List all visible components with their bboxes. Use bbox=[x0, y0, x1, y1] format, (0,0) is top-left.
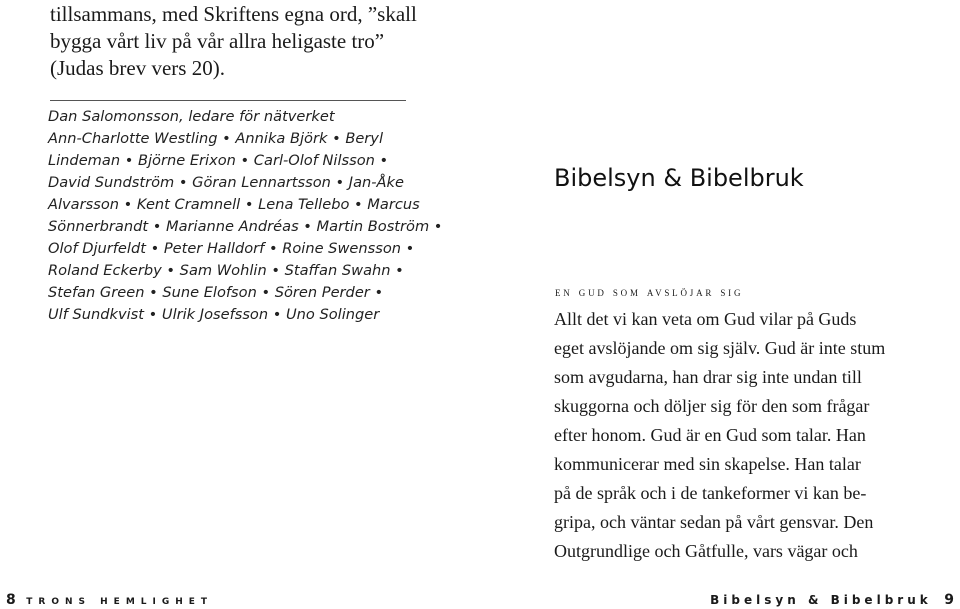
body-line: gripa, och väntar sedan på vårt gensvar. Den bbox=[554, 512, 874, 532]
page-number: 9 bbox=[944, 592, 954, 608]
contributors-line: David Sundström • Göran Lennartsson • Jan-Åke bbox=[48, 174, 404, 191]
contributors-line: Roland Eckerby • Sam Wohlin • Staffan Swahn • bbox=[48, 262, 404, 279]
page-heading: Bibelsyn & Bibelbruk bbox=[554, 164, 804, 192]
quote-line: tillsammans, med Skriftens egna ord, ”skall bbox=[50, 2, 417, 26]
body-line: kommunicerar med sin skapelse. Han talar bbox=[554, 454, 861, 474]
left-footer bbox=[6, 593, 213, 609]
body-line: skuggorna och döljer sig för den som frågar bbox=[554, 396, 870, 416]
body-line: eget avslöjande om sig själv. Gud är inte stum bbox=[554, 338, 886, 358]
left-page bbox=[0, 0, 480, 608]
contributors-line: Stefan Green • Sune Elofson • Sören Perder • bbox=[48, 284, 384, 301]
body-line: Allt det vi kan veta om Gud vilar på Guds bbox=[554, 309, 857, 329]
body-line: som avgudarna, han drar sig inte undan till bbox=[554, 367, 862, 387]
section-subheading: en gud som avslöjar sig bbox=[555, 284, 744, 299]
contributors-line: Ulf Sundkvist • Ulrik Josefsson • Uno Solinger bbox=[48, 306, 380, 323]
quote-line: bygga vårt liv på vår allra heligaste tro” bbox=[50, 29, 385, 53]
contributors-line: Olof Djurfeldt • Peter Halldorf • Roine Swensson • bbox=[48, 240, 415, 257]
running-title: Bibelsyn & Bibelbruk bbox=[710, 593, 932, 607]
page-number: 8 bbox=[6, 592, 16, 608]
right-page bbox=[480, 0, 960, 608]
body-line: Outgrundlige och Gåtfulle, vars vägar och bbox=[554, 541, 858, 561]
contributors-line: Alvarsson • Kent Cramnell • Lena Tellebo • Marcus bbox=[48, 196, 420, 213]
quote-line: (Judas brev vers 20). bbox=[50, 56, 225, 80]
contributors-line: Lindeman • Björne Erixon • Carl-Olof Nilsson • bbox=[48, 152, 389, 169]
contributors-line: Ann-Charlotte Westling • Annika Björk • Beryl bbox=[48, 130, 384, 147]
contributors-line: Sönnerbrandt • Marianne Andréas • Martin Boström • bbox=[48, 218, 443, 235]
body-line: efter honom. Gud är en Gud som talar. Han bbox=[554, 425, 866, 445]
running-title: TRONS HEMLIGHET bbox=[26, 597, 214, 607]
right-footer bbox=[710, 593, 954, 608]
contributors-list bbox=[48, 106, 442, 326]
section-divider bbox=[50, 100, 406, 101]
body-line: på de språk och i de tankeformer vi kan be- bbox=[554, 483, 867, 503]
body-text bbox=[554, 305, 954, 566]
contributors-line: Dan Salomonsson, ledare för nätverket bbox=[48, 108, 335, 125]
